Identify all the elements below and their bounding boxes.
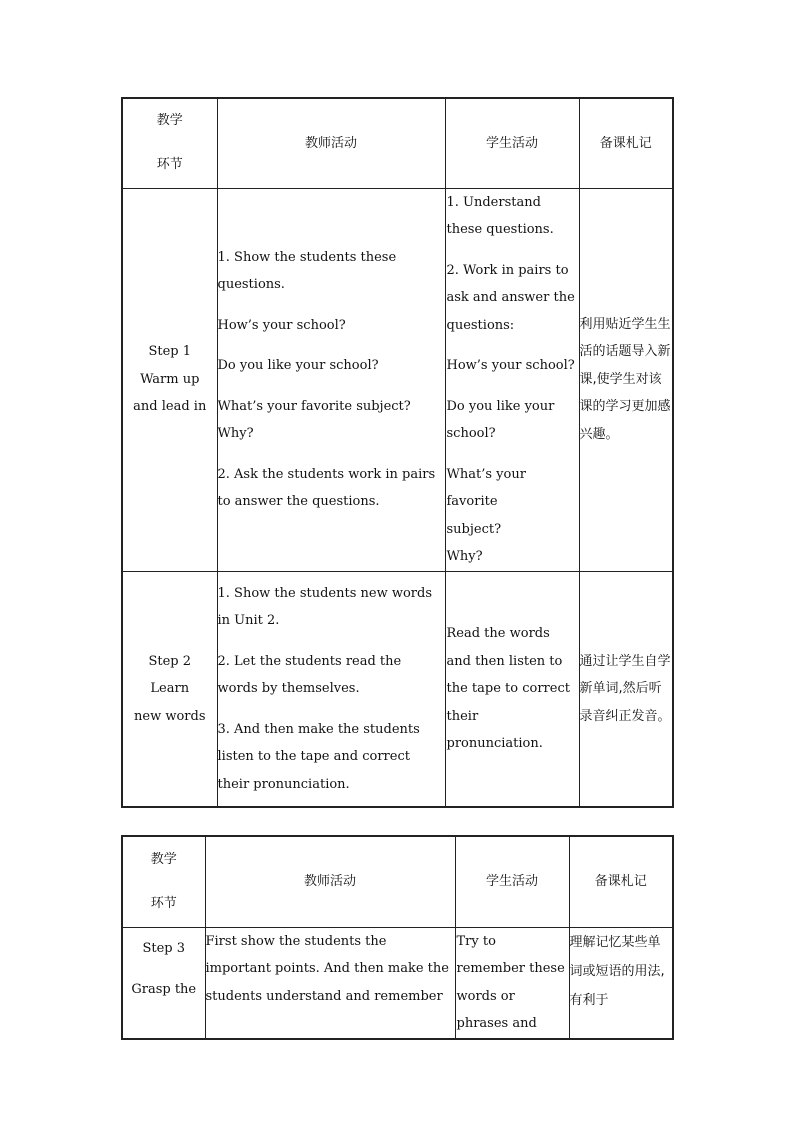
lesson-plan-table-1 xyxy=(121,97,674,808)
step-label-line: and lead in xyxy=(133,399,207,415)
step-label-line: Step 1 xyxy=(148,344,192,360)
step-label-line: new words xyxy=(134,708,206,724)
table-row xyxy=(122,927,673,1039)
lesson-notes-cell: 通过让学生自学新单词,然后听录音纠正发音。 xyxy=(579,571,673,807)
teacher-activity-item: What’s your favorite subject?Why? xyxy=(217,398,411,441)
lesson-plan-table-2 xyxy=(121,835,674,1040)
teacher-activity-item: 1. Show the students new words in Unit 2. xyxy=(217,585,432,628)
student-activity-header: 学生活动 xyxy=(455,836,569,927)
student-activity-cell xyxy=(445,571,579,807)
teacher-activity-header: 教师活动 xyxy=(217,98,445,188)
teacher-activity-item: 2. Ask the students work in pairs to answer the questions. xyxy=(217,466,436,509)
teacher-activity-cell: First show the students the important points. And then make the students understand and remember xyxy=(205,927,455,1039)
lesson-notes-cell: 利用贴近学生生活的话题导入新课,使学生对该课的学习更加感兴趣。 xyxy=(579,188,673,571)
teacher-activity-item: 3. And then make the students listen to the tape and correct their pronunciation. xyxy=(217,721,420,792)
lesson-notes-cell: 理解记忆某些单词或短语的用法, 有利于 xyxy=(569,927,673,1039)
step-label xyxy=(122,927,205,1039)
student-activity-cell: Try to remember these words or phrases and xyxy=(455,927,569,1039)
step-label-line: Step 3 xyxy=(142,940,186,956)
teacher-activity-cell xyxy=(217,571,445,807)
student-activity-item: Do you like your school? xyxy=(446,398,555,441)
stage-header xyxy=(122,98,217,188)
table-row xyxy=(122,571,673,807)
teacher-activity-item: 2. Let the students read the words by themselves. xyxy=(217,653,402,696)
student-activity-item: What’s your favorite subject?Why? xyxy=(446,466,526,564)
stage-header-line-2: 环节 xyxy=(150,895,177,911)
step-label-line: Learn xyxy=(150,681,190,696)
student-activity-header: 学生活动 xyxy=(445,98,579,188)
student-activity-item: How’s your school? xyxy=(446,358,575,373)
teacher-activity-item: 1. Show the students these questions. xyxy=(217,249,397,292)
student-activity-item: 1. Understand these questions. xyxy=(446,194,554,237)
student-activity-item: Read the words and then listen to the tape to correct their pronunciation. xyxy=(446,626,570,751)
stage-header xyxy=(122,836,205,927)
step-label-line: Warm up xyxy=(140,371,200,387)
lesson-notes-header: 备课札记 xyxy=(579,98,673,188)
stage-header-line-1: 教学 xyxy=(156,113,183,129)
table-header-row xyxy=(122,98,673,188)
step-label xyxy=(122,188,217,571)
teacher-activity-item: Do you like your school? xyxy=(217,358,379,373)
teacher-activity-cell xyxy=(217,188,445,571)
student-activity-cell xyxy=(445,188,579,571)
stage-header-line-1: 教学 xyxy=(150,851,177,867)
table-row xyxy=(122,188,673,571)
step-label xyxy=(122,571,217,807)
stage-header-line-2: 环节 xyxy=(156,157,183,173)
teacher-activity-item: How’s your school? xyxy=(217,317,346,333)
student-activity-item: 2. Work in pairs to ask and answer the questions: xyxy=(446,262,575,333)
step-label-line: Grasp the xyxy=(131,981,197,997)
step-label-line: Step 2 xyxy=(148,653,192,669)
teacher-activity-header: 教师活动 xyxy=(205,836,455,927)
table-header-row xyxy=(122,836,673,927)
lesson-notes-header: 备课札记 xyxy=(569,836,673,927)
